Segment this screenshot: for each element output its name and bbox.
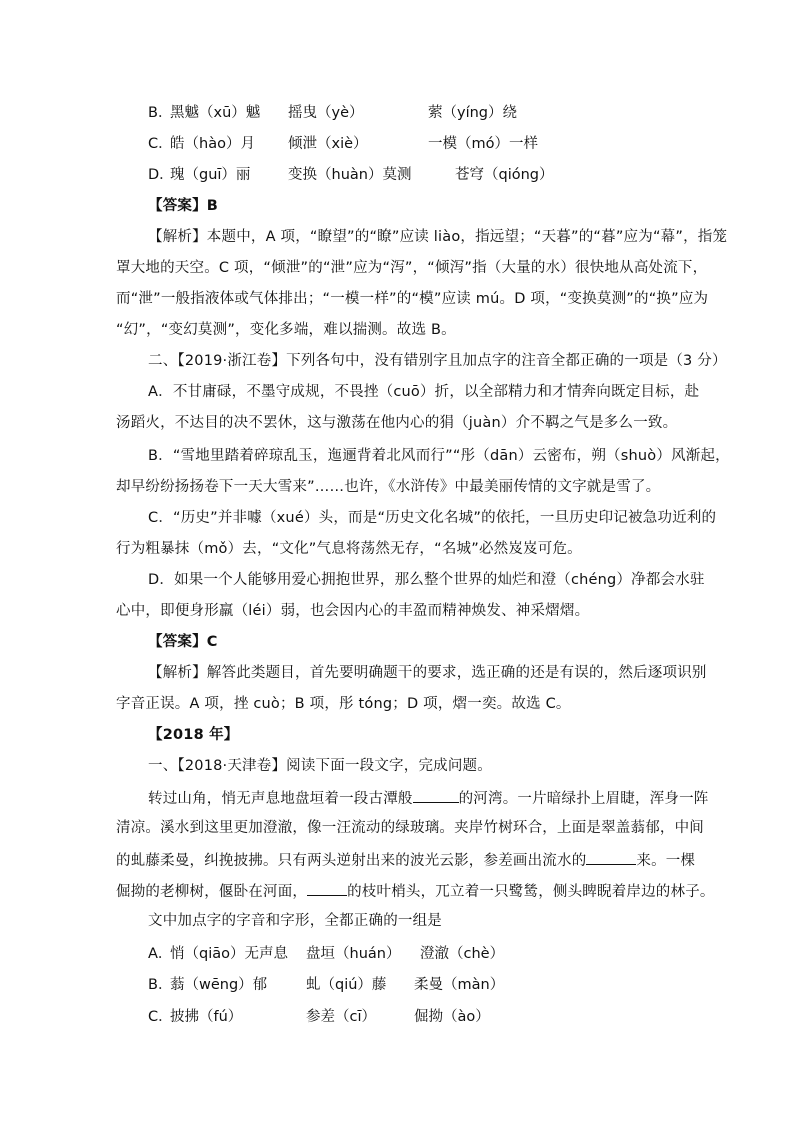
question-option-cont: 行为粗暴抹（mǒ）去，“文化”气息将荡然无存，“名城”必然岌岌可危。 bbox=[116, 541, 582, 557]
option-item: 参差（cī） bbox=[306, 1009, 377, 1025]
option-letter: C． bbox=[148, 136, 173, 152]
analysis-line: 字音正误。A 项，挫 cuò；B 项，彤 tóng；D 项，熠一奕。故选 C。 bbox=[116, 696, 571, 712]
option-letter: D． bbox=[148, 167, 174, 183]
option-letter: A． bbox=[148, 946, 173, 962]
question-option-cont: 心中，即便身形羸（léi）弱，也会因内心的丰盈而精神焕发、神采熠熠。 bbox=[116, 603, 590, 619]
question-option: B．“雪地里踏着碎琼乱玉，迤逦背着北风而行”“彤（dān）云密布，朔（shuò）风渐起， bbox=[148, 448, 730, 464]
option-item: 澄澈（chè） bbox=[420, 946, 505, 962]
option-item: 瑰（guī）丽 bbox=[170, 167, 251, 183]
analysis-line: 【解析】解答此类题目，首先要明确题干的要求，选正确的还是有误的，然后逐项识别 bbox=[148, 665, 707, 681]
passage-line bbox=[116, 850, 695, 870]
option-item: 变换（huàn）莫测 bbox=[288, 167, 412, 183]
option-item: 黑魆（xū）魆 bbox=[170, 105, 261, 121]
option-item: 苍穹（qióng） bbox=[455, 167, 554, 183]
question-option: D．如果一个人能够用爱心拥抱世界，那么整个世界的灿烂和澄（chéng）净都会水驻 bbox=[148, 572, 705, 588]
passage-text: 来。一棵 bbox=[636, 853, 696, 869]
passage-line: 清凉。溪水到这里更加澄澈，像一汪流动的绿玻璃。夹岸竹树环合，上面是翠盖蓊郁，中间 bbox=[116, 820, 704, 836]
passage-text: 的河湾。一片暗绿扑上眉睫，浑身一阵 bbox=[458, 791, 709, 807]
question-option-cont: 却早纷纷扬扬卷下一天大雪来”……也许，《水浒传》中最美丽传情的文字就是雪了。 bbox=[116, 479, 661, 495]
analysis-line: 罩大地的天空。C 项，“倾泄”的“泄”应为“泻”，“倾泻”指（大量的水）很快地从高处流下， bbox=[116, 260, 708, 276]
option-item: 悄（qiāo）无声息 bbox=[170, 946, 288, 962]
option-item: 倾泄（xiè） bbox=[288, 136, 368, 152]
option-item: 一模（mó）一样 bbox=[428, 136, 538, 152]
question-stem: 文中加点字的字音和字形，全都正确的一组是 bbox=[148, 913, 442, 929]
fill-blank bbox=[413, 788, 459, 803]
question-option-cont: 汤蹈火，不达目的决不罢休，这与激荡在他内心的狷（juàn）介不羁之气是多么一致。 bbox=[116, 415, 678, 431]
option-item: 柔曼（màn） bbox=[414, 977, 505, 993]
question-title: 二、【2019·浙江卷】下列各句中，没有错别字且加点字的注音全都正确的一项是（3 分） bbox=[148, 353, 727, 369]
passage-text: 转过山角，悄无声息地盘垣着一段古潭般 bbox=[148, 791, 413, 807]
question-option: A．不甘庸碌，不墨守成规，不畏挫（cuō）折，以全部精力和才情奔向既定目标，赴 bbox=[148, 384, 700, 400]
passage-line bbox=[148, 788, 709, 808]
option-item: 摇曳（yè） bbox=[288, 105, 364, 121]
analysis-line: 而“泄”一般指液体或气体排出；“一模一样”的“模”应读 mú。D 项，“变换莫测”的“换”应为 bbox=[116, 291, 709, 307]
option-letter: C． bbox=[148, 1009, 173, 1025]
option-letter: B． bbox=[148, 977, 173, 993]
analysis-line: 【解析】本题中，A 项，“瞭望”的“瞭”应读 liào，指远望；“天暮”的“暮”应为“幕”，指笼 bbox=[148, 229, 728, 245]
fill-blank bbox=[307, 881, 347, 896]
option-item: 披拂（fú） bbox=[170, 1009, 243, 1025]
option-item: 虬（qiú）藤 bbox=[306, 977, 387, 993]
question-title: 一、【2018·天津卷】阅读下面一段文字，完成问题。 bbox=[148, 758, 492, 774]
passage-line bbox=[116, 881, 715, 901]
analysis-line: “幻”，“变幻莫测”，变化多端，难以揣测。故选 B。 bbox=[116, 322, 456, 338]
answer-label: 【答案】C bbox=[148, 634, 218, 650]
option-item: 皓（hào）月 bbox=[170, 136, 255, 152]
option-item: 萦（yíng）绕 bbox=[428, 105, 518, 121]
option-item: 盘垣（huán） bbox=[306, 946, 401, 962]
question-option: C．“历史”并非噱（xué）头，而是“历史文化名城”的依托，一旦历史印记被急功近利的 bbox=[148, 510, 717, 526]
answer-label: 【答案】B bbox=[148, 198, 219, 214]
passage-text: 的枝叶梢头，兀立着一只鹭鸶，侧头睥睨着岸边的林子。 bbox=[347, 884, 715, 900]
option-item: 蓊（wēng）郁 bbox=[170, 977, 268, 993]
option-letter: B． bbox=[148, 105, 173, 121]
passage-text: 的虬藤柔曼，纠挽披拂。只有两头逆射出来的波光云影，参差画出流水的 bbox=[116, 853, 587, 869]
passage-text: 倔拗的老柳树，偃卧在河面， bbox=[116, 884, 308, 900]
option-item: 倔拗（ào） bbox=[414, 1009, 490, 1025]
fill-blank bbox=[586, 850, 636, 865]
year-heading: 【2018 年】 bbox=[148, 727, 239, 743]
